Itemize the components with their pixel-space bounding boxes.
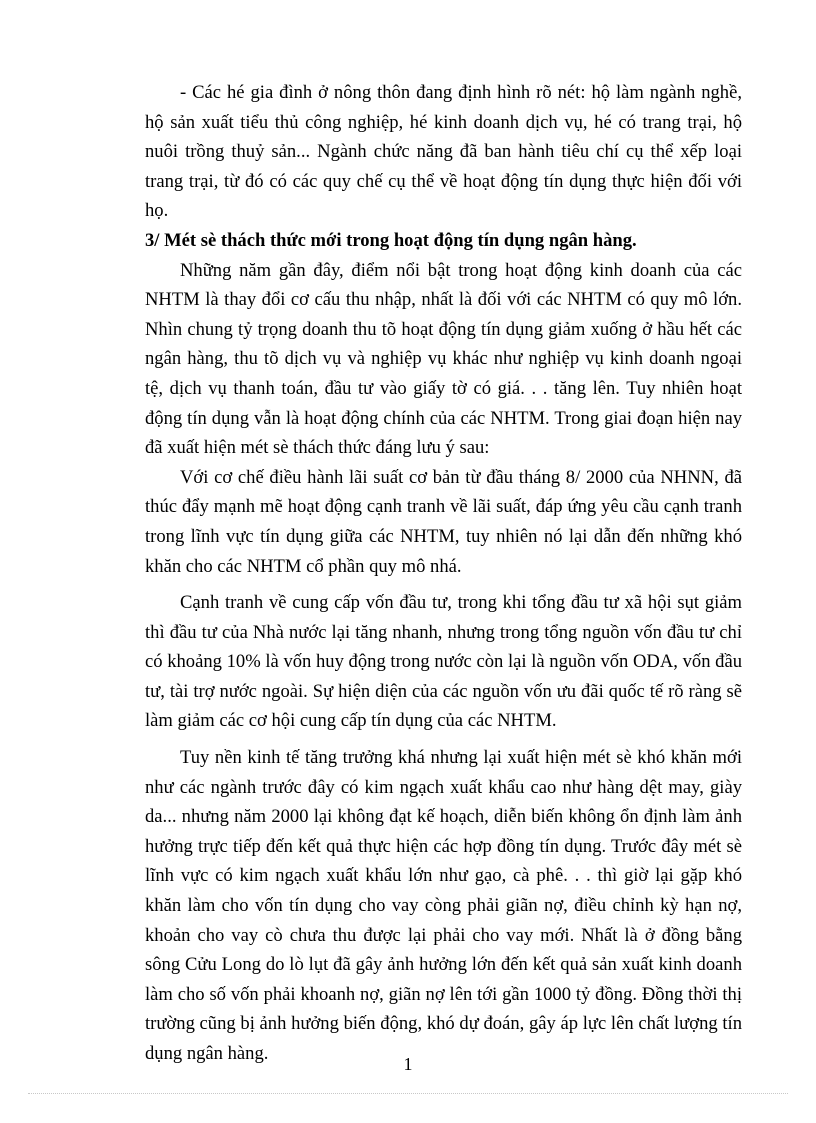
section-heading-credit-challenges: 3/ Mét sè thách thức mới trong hoạt động tín dụng ngân hàng.	[145, 229, 637, 251]
paragraph-household-types: - Các hé gia đình ở nông thôn đang định hình rõ nét: hộ làm ngành nghề, hộ sản xuất tiểu thủ công nghiệp, hé kinh doanh dịch vụ, hé có trang trại, hộ nuôi trồng thuỷ sản... Ngành chức năng đã ban hành tiêu chí cụ thể xếp loại trang trại, từ đó có các quy chế cụ thể về hoạt động tín dụng thực hiện đối với họ.	[145, 82, 742, 222]
paragraph-income-structure: Những năm gần đây, điểm nổi bật trong hoạt động kinh doanh của các NHTM là thay đổi cơ cấu thu nhập, nhất là đối với các NHTM có quy mô lớn. Nhìn chung tỷ trọng doanh thu tõ hoạt động tín dụng giảm xuống ở hầu hết các ngân hàng, thu tõ dịch vụ và nghiệp vụ khác như nghiệp vụ kinh doanh ngoại tệ, dịch vụ thanh toán, đầu tư vào giấy tờ có giá. . . tăng lên. Tuy nhiên hoạt động tín dụng vẫn là hoạt động chính của các NHTM. Trong giai đoạn hiện nay đã xuất hiện mét sè thách thức đáng lưu ý sau:	[145, 259, 742, 459]
paragraph-interest-rate-mechanism: Với cơ chế điều hành lãi suất cơ bản từ đầu tháng 8/ 2000 của NHNN, đã thúc đẩy mạnh mẽ hoạt động cạnh tranh về lãi suất, đáp ứng yêu cầu cạnh tranh trong lĩnh vực tín dụng giữa các NHTM, tuy nhiên nó lại dẫn đến những khó khăn cho các NHTM cổ phần quy mô nhá.	[145, 466, 742, 577]
paragraph-investment-competition: Cạnh tranh về cung cấp vốn đầu tư, trong khi tổng đầu tư xã hội sụt giảm thì đầu tư của Nhà nước lại tăng nhanh, nhưng trong tổng nguồn vốn đầu tư chỉ có khoảng 10% là vốn huy động trong nước còn lại là nguồn vốn ODA, vốn đầu tư, tài trợ nước ngoài. Sự hiện diện của các nguồn vốn ưu đãi quốc tế rõ ràng sẽ làm giảm các cơ hội cung cấp tín dụng của các NHTM.	[145, 592, 742, 732]
document-page	[145, 78, 742, 1069]
footer-divider	[28, 1093, 788, 1094]
paragraph-economic-difficulties: Tuy nền kinh tế tăng trưởng khá nhưng lại xuất hiện mét sè khó khăn mới như các ngành trước đây có kim ngạch xuất khẩu cao như hàng dệt may, giày da... nhưng năm 2000 lại không đạt kế hoạch, diễn biến không ổn định làm ảnh hưởng trực tiếp đến kết quả thực hiện các hợp đồng tín dụng. Trước đây mét sè lĩnh vực có kim ngạch xuất khẩu lớn như gạo, cà phê. . . thì giờ lại gặp khó khăn làm cho vốn tín dụng cho vay còng phải giãn nợ, điều chỉnh kỳ hạn nợ, khoản cho vay cò chưa thu được lại phải cho vay mới. Nhất là ở đồng bằng sông Cửu Long do lò lụt đã gây ảnh hưởng lớn đến kết quả sản xuất kinh doanh làm cho số vốn phải khoanh nợ, giãn nợ lên tới gần 1000 tỷ đồng. Đồng thời thị trường cũng bị ảnh hưởng biến động, khó dự đoán, gây áp lực lên chất lượng tín dụng ngân hàng.	[145, 747, 742, 1064]
page-number: 1	[403, 1054, 413, 1074]
